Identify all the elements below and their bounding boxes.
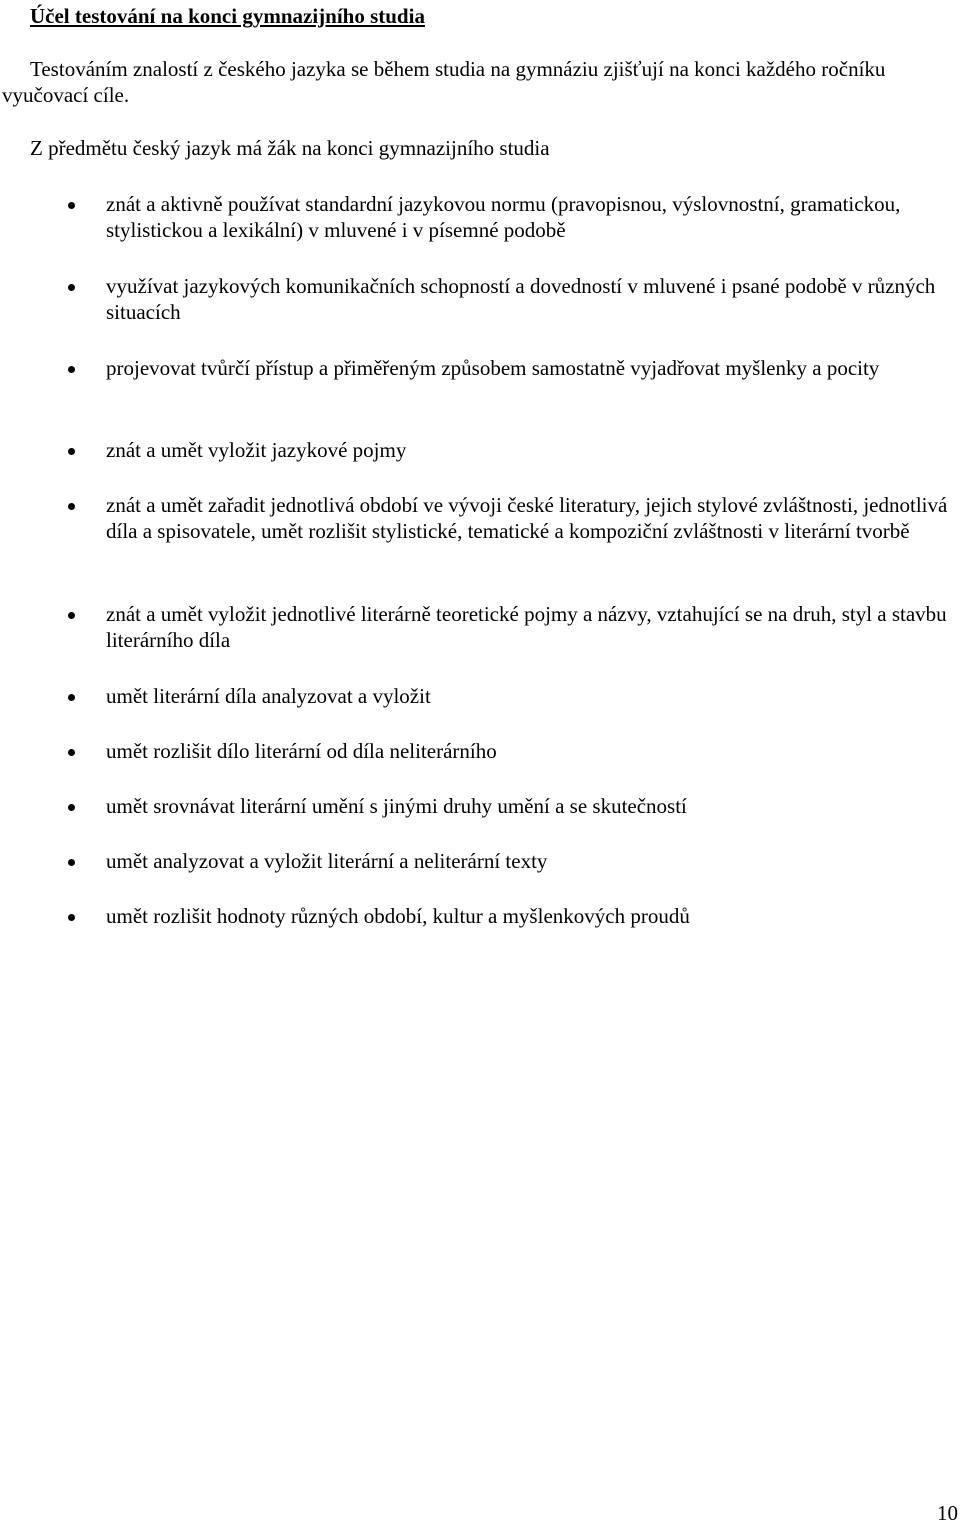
goal-text: projevovat tvůrčí přístup a přiměřeným způsobem samostatně vyjadřovat myšlenky a pocity (106, 356, 880, 380)
goal-text: umět rozlišit hodnoty různých období, kultur a myšlenkových proudů (106, 904, 690, 928)
list-item (106, 601, 958, 653)
goal-text: umět literární díla analyzovat a vyložit (106, 684, 431, 708)
list-item (106, 191, 958, 243)
list-item (106, 273, 958, 325)
list-item (106, 903, 958, 929)
goal-text: umět rozlišit dílo literární od díla neliterárního (106, 739, 497, 763)
goal-text: znát a umět zařadit jednotlivá období ve vývoji české literatury, jejich stylové zvláštnosti, jednotlivá díla a spisovatele, umět rozlišit stylistické, tematické a kompoziční zvláštnosti v literární tvorbě (106, 493, 948, 543)
list-item (106, 683, 958, 709)
bullet-icon (68, 448, 75, 455)
goal-text: využívat jazykových komunikačních schopností a dovedností v mluvené i psané podobě v různých situacích (106, 274, 936, 324)
bullet-icon (68, 202, 75, 209)
list-item (106, 738, 958, 764)
bullet-icon (68, 914, 75, 921)
list-item (106, 437, 958, 463)
goal-text: znát a aktivně používat standardní jazykovou normu (pravopisnou, výslovnostní, gramatickou, stylistickou a lexikální) v mluvené i v písemné podobě (106, 192, 901, 242)
goal-text: umět srovnávat literární umění s jinými druhy umění a se skutečností (106, 794, 687, 818)
intro-paragraph: Testováním znalostí z českého jazyka se během studia na gymnáziu zjišťují na konci každého ročníku vyučovací cíle. (2, 57, 886, 107)
bullet-icon (68, 503, 75, 510)
list-intro: Z předmětu český jazyk má žák na konci gymnazijního studia (30, 136, 550, 160)
section-heading: Účel testování na konci gymnazijního studia (30, 4, 425, 28)
goal-text: umět analyzovat a vyložit literární a neliterární texty (106, 849, 548, 873)
bullet-icon (68, 859, 75, 866)
list-item (106, 793, 958, 819)
bullet-icon (68, 612, 75, 619)
bullet-icon (68, 749, 75, 756)
goal-text: znát a umět vyložit jednotlivé literárně teoretické pojmy a názvy, vztahující se na druh, styl a stavbu literárního díla (106, 602, 947, 652)
bullet-icon (68, 366, 75, 373)
list-item (106, 848, 958, 874)
list-item (106, 355, 958, 381)
goal-text: znát a umět vyložit jazykové pojmy (106, 438, 407, 462)
list-item (106, 492, 958, 544)
page-number: 10 (937, 1501, 958, 1525)
bullet-icon (68, 804, 75, 811)
bullet-icon (68, 694, 75, 701)
bullet-icon (68, 284, 75, 291)
